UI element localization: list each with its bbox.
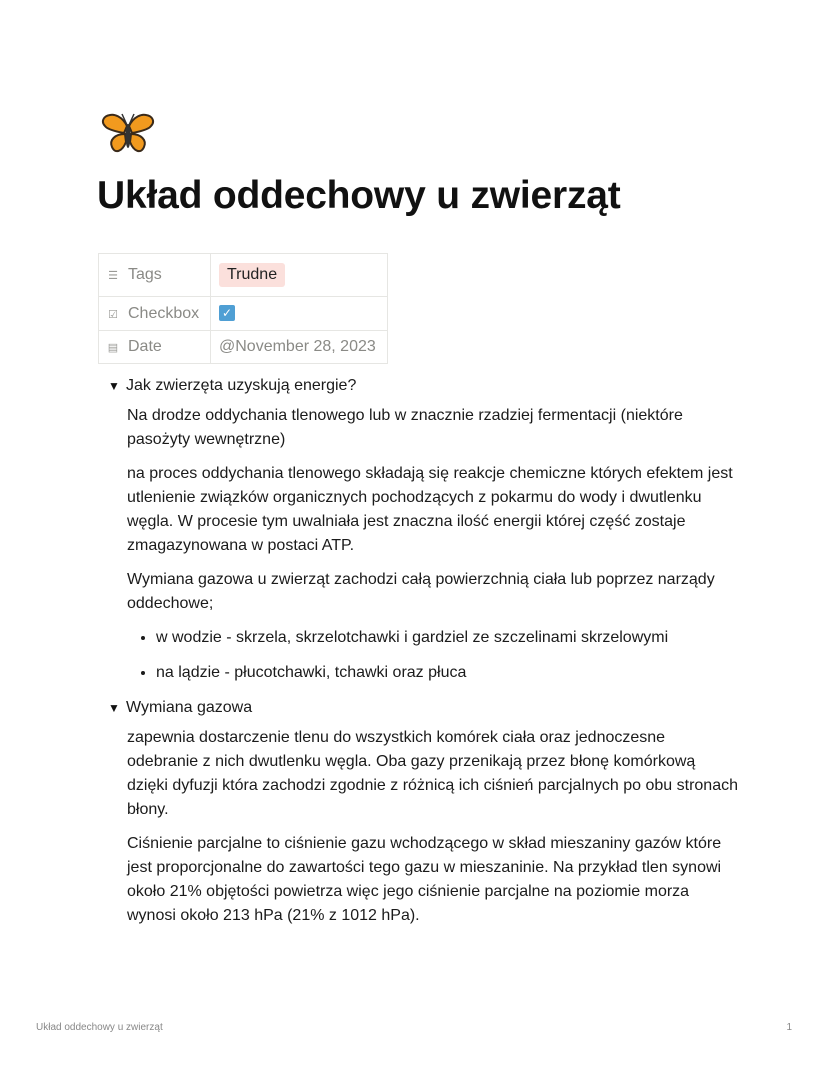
paragraph: Wymiana gazowa u zwierząt zachodzi całą powierzchnią ciała lub poprzez narządy oddechowe; [127,571,715,612]
list-item: • w wodzie - skrzela, skrzelotchawki i gardziel ze szczelinami skrzelowymi [156,626,738,650]
paragraph: na proces oddychania tlenowego składają się reakcje chemiczne których efektem jest utlenienie związków organicznych pochodzących z pokarmu do wody i dwutlenku węgla. W procesie tym uwalniała jest znaczna ilość energii której część zostaje zmagazynowana w postaci ATP. [127,465,733,554]
page-content [108,374,738,938]
butterfly-icon [100,112,156,158]
properties-table [98,253,388,364]
toggle-block[interactable] [108,696,738,720]
calendar-icon: ▤ [107,342,119,354]
footer-title: Układ oddechowy u zwierząt [36,1022,163,1033]
toggle-block[interactable] [108,374,738,398]
property-label: Date [128,338,162,355]
checkbox-icon: ☑ [108,308,118,321]
property-label: Tags [128,266,162,283]
page-number: 1 [786,1022,792,1033]
date-value[interactable]: @November 28, 2023 [219,338,376,355]
bullet-list [127,626,738,685]
paragraph: Na drodze oddychania tlenowego lub w znacznie rzadziej fermentacji (niektóre pasożyty wewnętrzne) [127,407,683,448]
paragraph: Ciśnienie parcjalne to ciśnienie gazu wchodzącego w skład mieszaniny gazów które jest proporcjonalne do zawartości tego gazu w mieszaninie. Na przykład tlen synowi około 21% objętości powietrza więc jego ciśnienie parcjalne na poziomie morza wynosi około 213 hPa (21% z 1012 hPa). [127,835,722,924]
toggle-triangle-icon[interactable]: ▼ [108,379,120,393]
property-row-checkbox [99,297,388,331]
toggle-heading: Wymiana gazowa [126,699,253,716]
property-row-date [99,331,388,364]
checkbox-checked[interactable]: ✓ [219,305,235,321]
property-label: Checkbox [128,304,200,322]
list-icon: ☰ [108,270,118,282]
list-item: • na lądzie - płucotchawki, tchawki oraz płuca [156,661,738,685]
paragraph: zapewnia dostarczenie tlenu do wszystkich komórek ciała oraz jednoczesne odebranie z nich dwutlenku węgla. Oba gazy przenikają przez błonę komórkową dzięki dyfuzji która zachodzi zgodnie z różnicą ich ciśnień parcjalnych po obu stronach błony. [127,729,738,818]
toggle-heading: Jak zwierzęta uzyskują energie? [126,377,357,394]
property-row-tags [99,254,388,297]
toggle-triangle-icon[interactable]: ▼ [108,701,120,715]
tag-badge[interactable]: Trudne [219,263,285,287]
page-title: Układ oddechowy u zwierząt [97,174,621,217]
